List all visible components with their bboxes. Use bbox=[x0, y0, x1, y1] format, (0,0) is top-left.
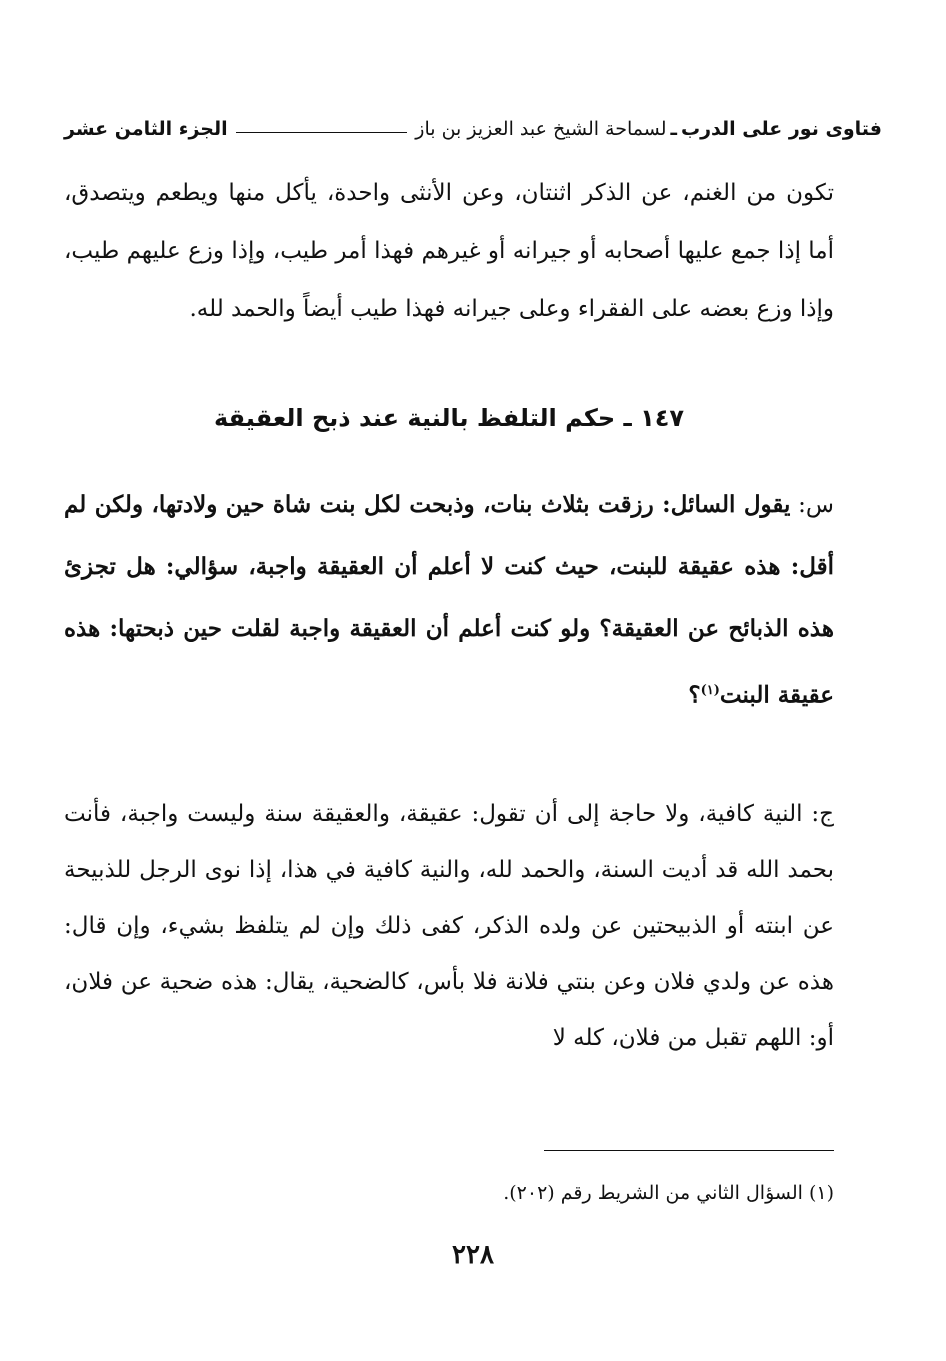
page-number: ٢٢٨ bbox=[452, 1240, 494, 1270]
header-separator: ـ bbox=[670, 118, 677, 140]
question-prefix: س: bbox=[790, 492, 834, 518]
footnote-reference: (١) bbox=[700, 683, 720, 698]
intro-paragraph bbox=[64, 164, 834, 338]
part-label: الجزء الثامن عشر bbox=[64, 118, 228, 140]
answer-text: ج: النية كافية، ولا حاجة إلى أن تقول: عقيقة، والعقيقة سنة وليست واجبة، فأنت بحمد الله قد أديت السنة، والحمد لله، والنية كافية في هذا، إذا نوى الرجل للذبيحة عن ابنته أو الذبيحتين عن ولده الذكر، كفى ذلك وإن لم يتلفظ بشيء، وإن قال: هذه عن ولدي فلان وعن بنتي فلانة فلا بأس، كالضحية، يقال: هذه ضحية عن فلان، أو: اللهم تقبل من فلان، كله لا bbox=[64, 801, 834, 1051]
footnote-text: (١) السؤال الثاني من الشريط رقم (٢٠٢). bbox=[503, 1182, 834, 1204]
section-title: ١٤٧ ـ حكم التلفظ بالنية عند ذبح العقيقة bbox=[213, 404, 685, 432]
book-title: فتاوى نور على الدرب bbox=[681, 118, 882, 140]
question-end: ؟ bbox=[688, 681, 701, 709]
answer-paragraph bbox=[64, 786, 834, 1066]
question-text bbox=[64, 474, 834, 727]
question-body: يقول السائل: رزقت بثلاث بنات، وذبحت لكل بنت شاة حين ولادتها، ولكن لم أقل: هذه عقيقة للبنت، حيث كنت لا أعلم أن العقيقة واجبة، سؤالي: هل تجزئ هذه الذبائح عن العقيقة؟ ولو كنت أعلم أن العقيقة واجبة لقلت حين ذبحتها: هذه عقيقة البنت bbox=[64, 491, 834, 709]
intro-text: تكون من الغنم، عن الذكر اثنتان، وعن الأنثى واحدة، يأكل منها ويطعم ويتصدق، أما إذا جمع عليها أصحابه أو جيرانه أو غيرهم فهذا أمر طيب، وإذا وزع عليهم طيب، وإذا وزع بعضه على الفقراء وعلى جيرانه فهذا طيب أيضاً والحمد لله. bbox=[64, 180, 834, 322]
running-header bbox=[64, 112, 882, 146]
author-name: لسماحة الشيخ عبد العزيز بن باز bbox=[415, 118, 667, 140]
header-rule bbox=[236, 132, 408, 133]
question-paragraph bbox=[64, 474, 834, 727]
footnote-rule bbox=[544, 1150, 834, 1151]
